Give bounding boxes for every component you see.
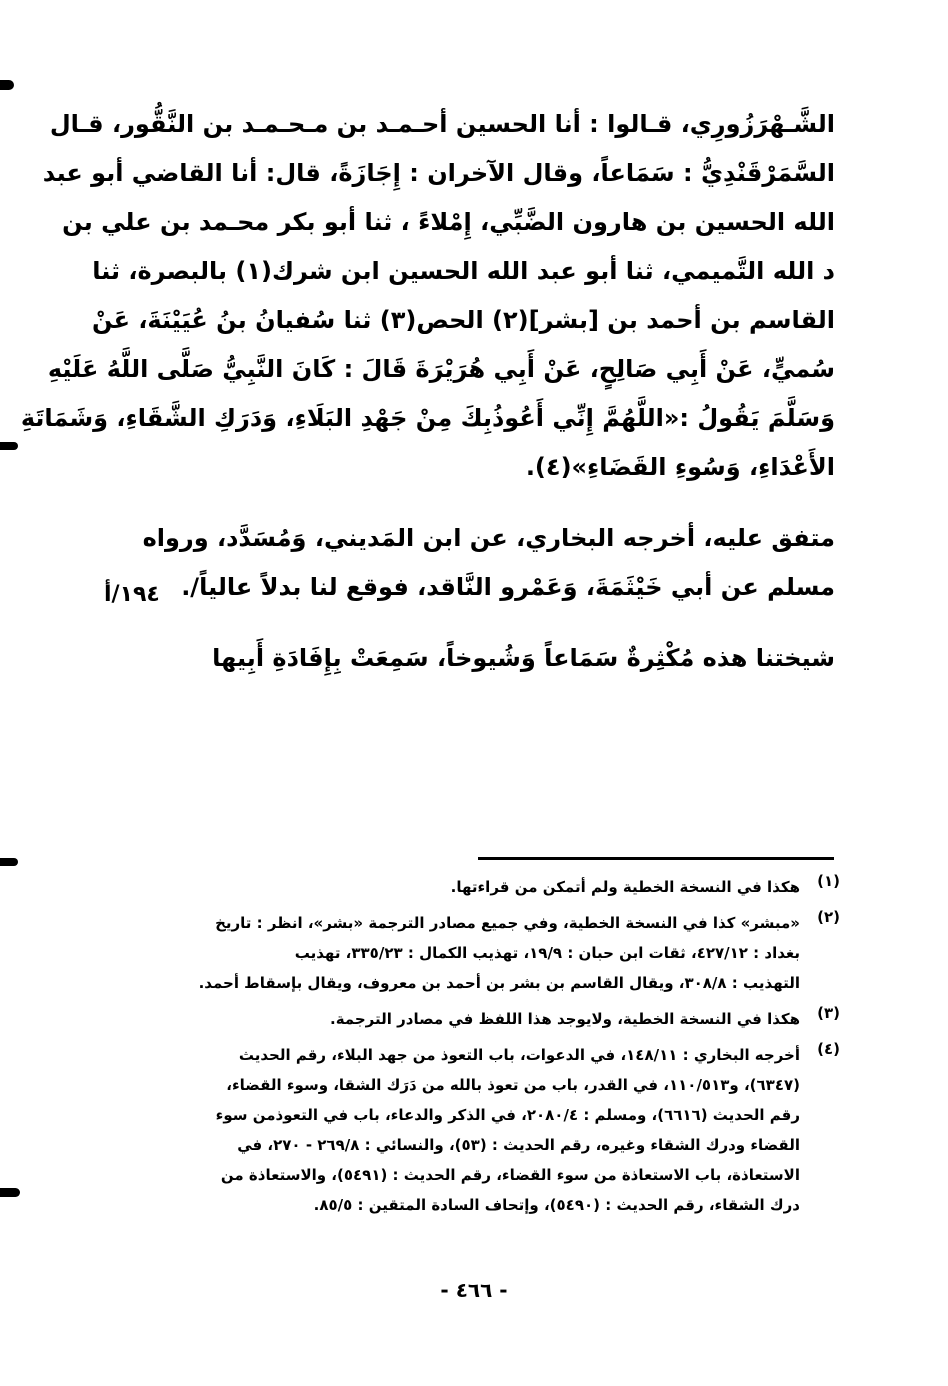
- scan-mark: [0, 858, 18, 866]
- footnote-line: هكذا في النسخة الخطية، ولايوجد هذا اللفظ في مصادر الترجمة.: [330, 1010, 800, 1028]
- text-line: الأَعْدَاءِ، وَسُوءِ القَضَاءِ»(٤).: [525, 453, 835, 481]
- footnote-line: الاستعاذة، باب الاستعاذة من سوء القضاء، رقم الحديث : (٥٤٩١)، والاستعاذة من: [220, 1166, 800, 1184]
- scan-mark: [0, 80, 14, 90]
- page-number: - ٤٦٦ -: [440, 1278, 508, 1302]
- text-line: السَّمَرْقَنْدِيُّ : سَمَاعاً، وقال الآخران : إِجَازَةً، قال: أنا القاضي أبو عبد: [42, 159, 835, 187]
- footnote: [168, 908, 840, 998]
- scan-mark: [0, 442, 18, 450]
- text-line: شيختنا هذه مُكْثِرةٌ سَمَاعاً وَشُيوخاً، سَمِعَتْ بِإِفَادَةِ أَبِيها: [212, 644, 835, 672]
- footnote-line: هكذا في النسخة الخطية ولم أتمكن من قراءتها.: [450, 878, 800, 896]
- footnote-separator: [478, 857, 834, 860]
- footnote: [168, 1004, 840, 1034]
- scan-mark: [0, 1188, 20, 1197]
- paragraph-3: [165, 634, 835, 683]
- footnote-number: (٢): [817, 908, 840, 926]
- footnote-line: درك الشقاء، رقم الحديث : (٥٤٩٠)، وإتحاف السادة المتقين : ٨٥/٥.: [313, 1196, 800, 1214]
- footnote-number: (٤): [817, 1040, 840, 1058]
- text-line: متفق عليه، أخرجه البخاري، عن ابن المَديني، وَمُسَدَّد، ورواه: [142, 524, 835, 552]
- paragraph-2: [142, 514, 835, 612]
- text-line: الشَّـهْرَزُورِي، قـالوا : أنا الحسين أحـمـد بن مـحـمـد بن النَّقُّور، قـال: [49, 110, 835, 138]
- footnote-line: القضاء ودرك الشقاء وغيره، رقم الحديث : (٥٣)، والنسائي : ٢٦٩/٨ - ٢٧٠، في: [237, 1136, 800, 1154]
- margin-folio-note: ١٩٤/أ: [104, 582, 160, 607]
- text-line: سُميٍّ، عَنْ أَبِي صَالِحٍ، عَنْ أَبِي هُرَيْرَةَ قَالَ : كَانَ النَّبِيُّ صَلَّى اللَّهُ عَلَيْهِ: [47, 355, 835, 383]
- footnote: [168, 1040, 840, 1220]
- footnote-line: «مبشر» كذا في النسخة الخطية، وفي جميع مصادر الترجمة «بشر»، انظر : تاريخ: [215, 914, 800, 932]
- paragraph-1: [20, 100, 835, 492]
- footnotes: [168, 872, 840, 1226]
- text-line: وَسَلَّمَ يَقُولُ :«اللَّهُمَّ إِنِّي أَعُوذُبِكَ مِنْ جَهْدِ البَلَاءِ، وَدَرَكِ الشَّقَاءِ، وَشَمَاتَةِ: [20, 404, 835, 432]
- text-line: القاسم بن أحمد بن [بشر](٢) الحص(٣) ثنا سُفيانُ بنُ عُيَيْنَةَ، عَنْ: [91, 306, 835, 334]
- text-line: مسلم عن أبي خَيْثَمَةَ، وَعَمْرو النَّاقد، فوقع لنا بدلاً عالياً/.: [181, 573, 835, 601]
- footnote: [168, 872, 840, 902]
- text-line: د الله التَّميمي، ثنا أبو عبد الله الحسين ابن شرك(١) بالبصرة، ثنا: [92, 257, 835, 285]
- footnote-line: بغداد : ٤٢٧/١٢، ثقات ابن حبان : ١٩/٩، تهذيب الكمال : ٣٣٥/٢٣، تهذيب: [294, 944, 800, 962]
- footnote-line: التهذيب : ٣٠٨/٨، ويقال القاسم بن بشر بن أحمد بن معروف، ويقال بإسقاط أحمد.: [198, 974, 800, 992]
- footnote-line: رقم الحديث (٦٦١٦)، ومسلم : ٢٠٨٠/٤، في الذكر والدعاء، باب في التعوذمن سوء: [215, 1106, 800, 1124]
- footnote-line: (٦٣٤٧)، و١١٠/٥١٣، في القدر، باب من تعوذ بالله من دَرَك الشقا، وسوء القضاء،: [226, 1076, 800, 1094]
- footnote-number: (٣): [817, 1004, 840, 1022]
- footnote-number: (١): [817, 872, 840, 890]
- footnote-line: أخرجه البخاري : ١٤٨/١١، في الدعوات، باب التعوذ من جهد البلاء، رقم الحديث: [238, 1046, 800, 1064]
- text-line: الله الحسين بن هارون الضَّبِّي، إِمْلاءً ، ثنا أبو بكر محـمد بن علي بن: [62, 208, 835, 236]
